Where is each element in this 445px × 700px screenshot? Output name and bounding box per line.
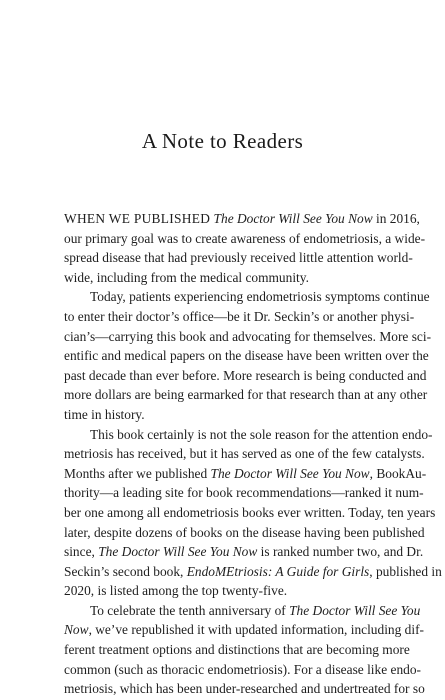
paragraph bbox=[64, 601, 425, 699]
text-span: in 2016, bbox=[372, 211, 420, 226]
text-line bbox=[64, 464, 427, 484]
text-line bbox=[64, 209, 420, 229]
text-line: ferent treatment options and distinctions that are becoming more bbox=[64, 642, 410, 658]
text-line: thority—a leading site for book recommendations—ranked it num- bbox=[64, 485, 424, 501]
text-line: spread disease that had previously received little attention world- bbox=[64, 250, 413, 266]
text-line: Today, patients experiencing endometriosis symptoms continue bbox=[90, 289, 430, 305]
text-line: metriosis, which has been under-researched and undertreated for so bbox=[64, 681, 425, 697]
text-span: since, bbox=[64, 544, 99, 560]
text-line: wide, including from the medical community. bbox=[64, 269, 309, 285]
text-span: , BookAu- bbox=[369, 465, 427, 481]
book-title-italic: The Doctor Will See You bbox=[289, 602, 421, 618]
paragraph bbox=[64, 425, 442, 601]
text-line: later, despite dozens of books on the disease having been published bbox=[64, 524, 425, 540]
lead-in-small-caps: WHEN WE PUBLISHED bbox=[64, 211, 211, 226]
text-span: Months after we published bbox=[64, 465, 211, 481]
text-line: time in history. bbox=[64, 406, 145, 422]
text-line: 2020, is listed among the top twenty-five. bbox=[64, 583, 288, 599]
paragraph bbox=[64, 287, 432, 424]
text-line: entific and medical papers on the disease have been written over the bbox=[64, 348, 429, 364]
body-text bbox=[64, 209, 442, 699]
text-span: , published in bbox=[369, 563, 442, 579]
text-span: Seckin’s second book, bbox=[64, 563, 187, 579]
text-line: our primary goal was to create awareness of endometriosis, a wide- bbox=[64, 230, 426, 246]
text-span: To celebrate the tenth anniversary of bbox=[90, 602, 290, 618]
chapter-title: A Note to Readers bbox=[141, 129, 304, 153]
text-line: to enter their doctor’s office—be it Dr. Seckin’s or another physi- bbox=[64, 308, 415, 324]
text-line bbox=[64, 542, 424, 562]
book-title-italic: Now bbox=[64, 622, 89, 638]
text-line: past decade than ever before. More research is being conducted and bbox=[64, 367, 427, 383]
text-line bbox=[64, 562, 442, 582]
book-title-italic: The Doctor Will See You Now bbox=[213, 211, 373, 226]
book-title-italic: EndoMEtriosis: A Guide for Girls bbox=[186, 563, 370, 579]
text-line: ber one among all endometriosis books ever written. Today, ten years bbox=[64, 504, 436, 520]
text-line: metriosis has received, but it has served as one of the few catalysts. bbox=[64, 446, 425, 462]
text-line bbox=[64, 601, 421, 621]
book-title-italic: The Doctor Will See You Now bbox=[210, 465, 370, 481]
text-line bbox=[64, 620, 424, 640]
text-span: is ranked number two, and Dr. bbox=[257, 544, 424, 560]
text-line: more dollars are being earmarked for that research than at any other bbox=[64, 387, 428, 403]
paragraph bbox=[64, 209, 426, 287]
text-span: , we’ve republished it with updated information, including dif- bbox=[88, 622, 424, 638]
text-line: This book certainly is not the sole reason for the attention endo- bbox=[90, 426, 433, 442]
book-title-italic: The Doctor Will See You Now bbox=[98, 544, 258, 560]
text-line: cian’s—carrying this book and advocating for themselves. More sci- bbox=[64, 328, 432, 344]
text-line: common (such as thoracic endometriosis). For a disease like endo- bbox=[64, 661, 421, 677]
